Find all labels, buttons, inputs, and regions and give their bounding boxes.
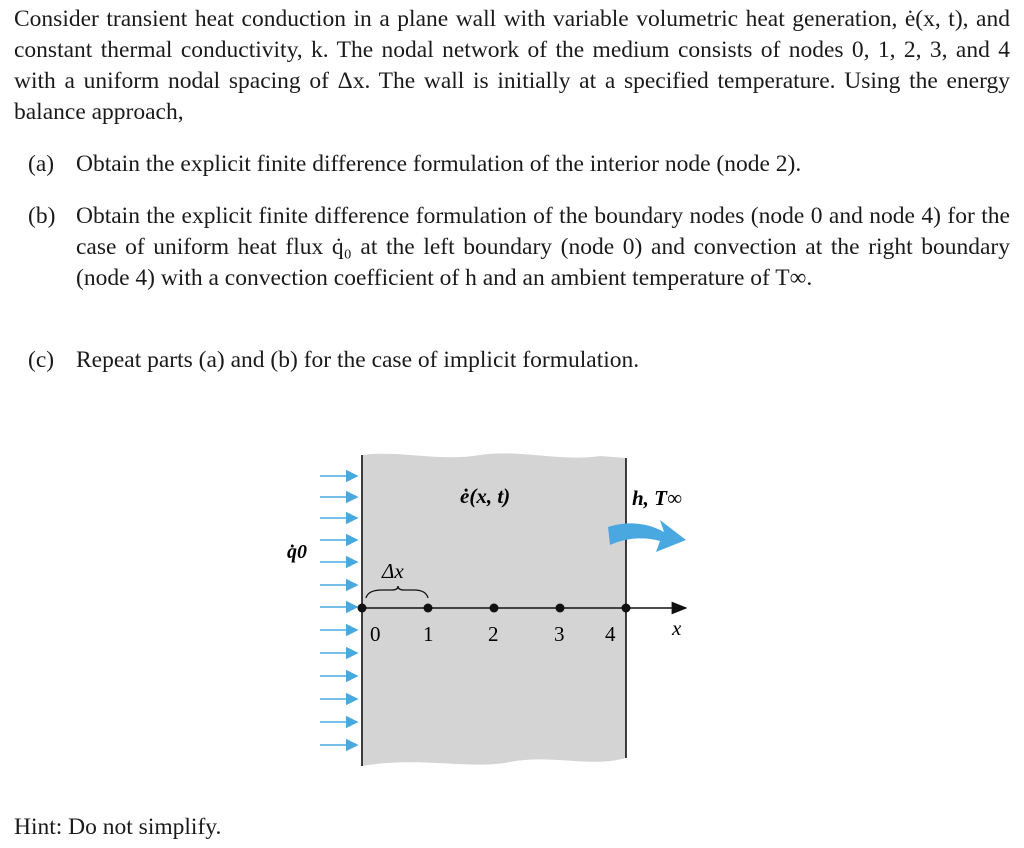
heat-generation-label: ė(x, t) [460, 484, 511, 508]
node-4-label: 4 [605, 622, 616, 646]
plane-wall-figure [280, 440, 720, 780]
node-0-label: 0 [370, 622, 381, 646]
node-4-point [622, 604, 631, 613]
part-b [28, 201, 1010, 294]
part-b-label: (b) [28, 203, 56, 229]
node-3-label: 3 [554, 622, 565, 646]
heat-flux-label: q̇0 [287, 541, 307, 563]
part-c-text: Repeat parts (a) and (b) for the case of implicit formulation. [76, 347, 640, 373]
part-a-label: (a) [28, 151, 55, 177]
part-b-text: Obtain the explicit finite difference formulation of the boundary nodes (node 0 and node 4) for the case of uniform heat flux q̇₀ at the left boundary (node 0) and convection at the right boundary (node 4) with a convection coefficient of h and an ambient temperature of T∞. [76, 203, 1010, 291]
node-0-point [358, 604, 367, 613]
problem-intro: Consider transient heat conduction in a plane wall with variable volumetric heat generation, ė(x, t), and constant thermal conductivity, k. The nodal network of the medium consists of nodes 0, 1, 2, 3, and 4 with a uniform nodal spacing of Δx. The wall is initially at a specified temperature. Using the energy balance approach, [14, 6, 1010, 125]
hint-text: Hint: Do not simplify. [14, 814, 222, 840]
heat-flux-arrows [320, 476, 357, 745]
x-axis-label: x [672, 616, 682, 640]
spacing-label: Δx [382, 559, 404, 583]
node-3-point [556, 604, 565, 613]
part-c-label: (c) [28, 347, 55, 373]
node-2-label: 2 [488, 622, 499, 646]
convection-label: h, T∞ [632, 486, 682, 510]
part-a [28, 149, 1010, 180]
part-c [28, 345, 1010, 376]
node-1-point [424, 604, 433, 613]
node-1-label: 1 [423, 622, 434, 646]
node-2-point [490, 604, 499, 613]
part-a-text: Obtain the explicit finite difference formulation of the interior node (node 2). [76, 151, 802, 177]
